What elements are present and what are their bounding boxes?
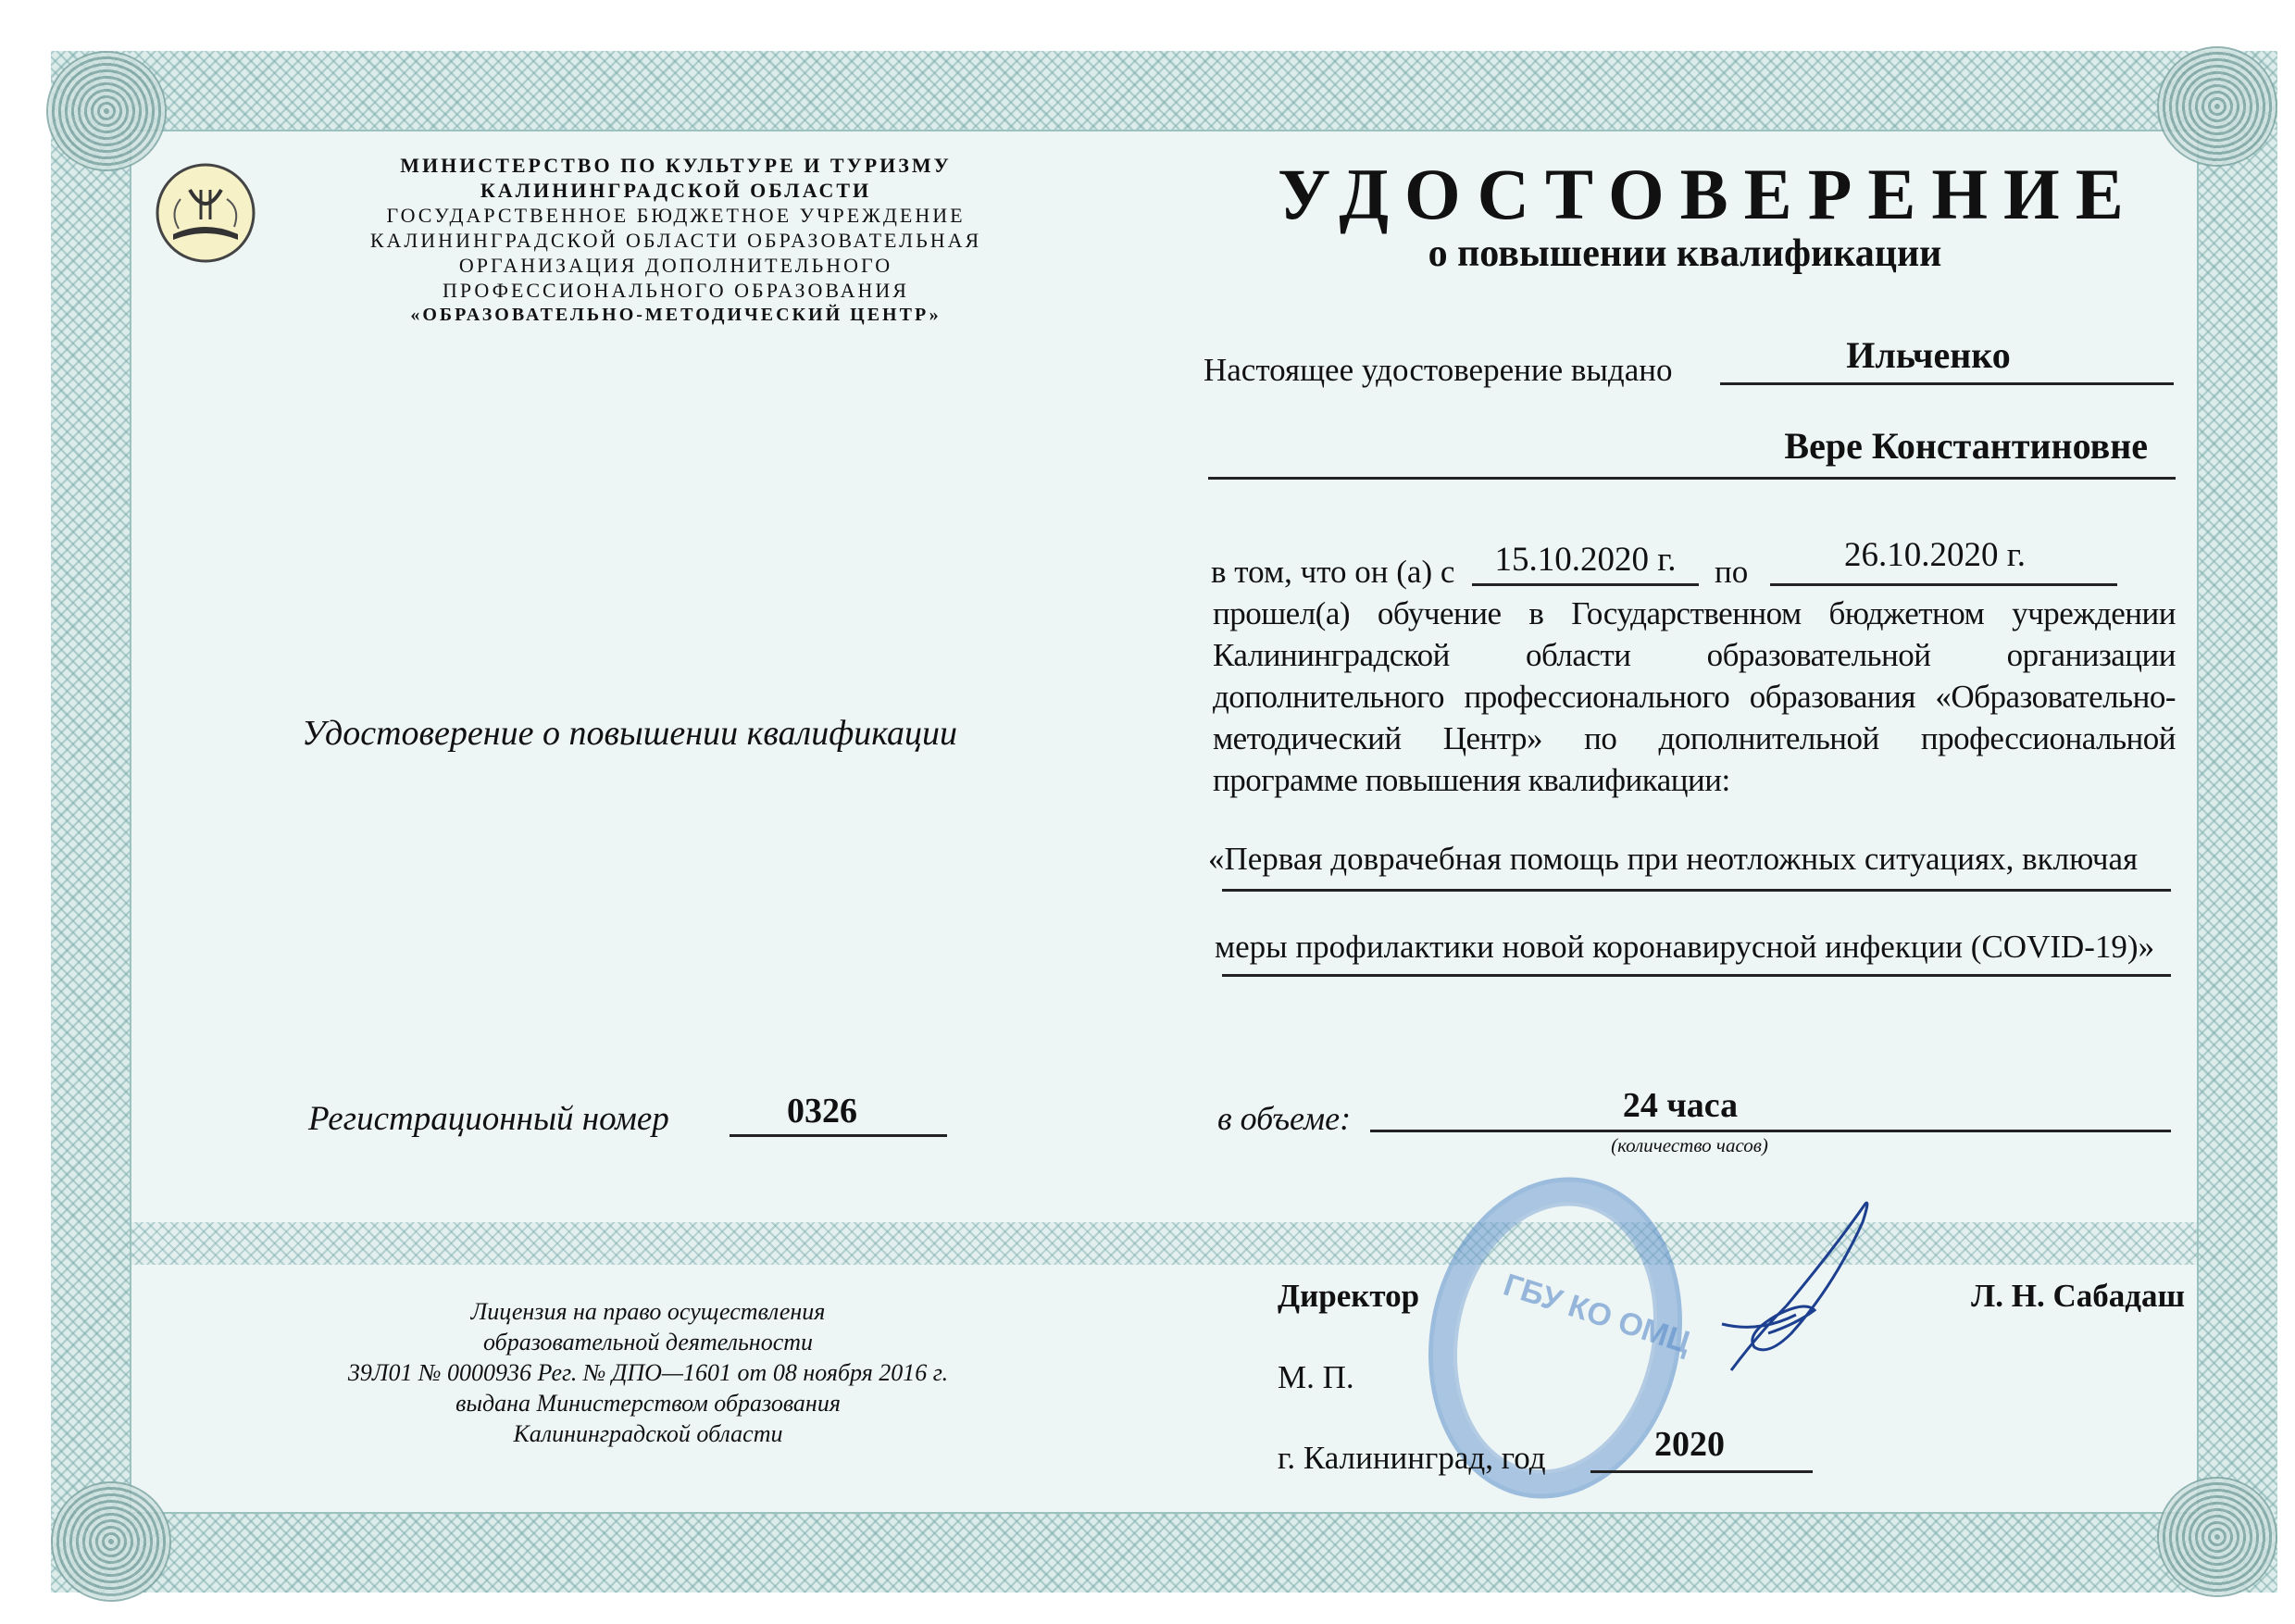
- license-line: 39Л01 № 0000936 Рег. № ДПО—1601 от 08 ноября 2016 г.: [347, 1359, 949, 1386]
- corner-rosette-top-left: [46, 51, 167, 171]
- corner-rosette-bottom-right: [2157, 1477, 2277, 1597]
- program-underline-2: [1222, 974, 2171, 977]
- seal-placeholder: М. П.: [1278, 1359, 1354, 1395]
- issued-label: Настоящее удостоверение выдано: [1204, 352, 1673, 388]
- org-line: ПРОФЕССИОНАЛЬНОГО ОБРАЗОВАНИЯ: [443, 279, 909, 302]
- document-subtitle: о повышении квалификации: [1428, 232, 1942, 275]
- director-name: Л. Н. Сабадаш: [1971, 1278, 2185, 1314]
- volume-value: 24 часа: [1622, 1086, 1739, 1125]
- document-caption: Удостоверение о повышении квалификации: [301, 714, 958, 753]
- director-label: Директор: [1278, 1278, 1420, 1314]
- organization-header: [306, 153, 1046, 328]
- corner-rosette-bottom-left: [51, 1481, 171, 1602]
- corner-rosette-top-right: [2157, 46, 2277, 167]
- year-underline: [1590, 1470, 1813, 1473]
- city-year-label: г. Калининград, год: [1278, 1440, 1546, 1476]
- institution-logo: [153, 162, 259, 264]
- registration-number: 0326: [787, 1092, 857, 1131]
- license-block: [278, 1296, 1018, 1449]
- date-from: 15.10.2020 г.: [1494, 541, 1677, 579]
- program-line-1: «Первая доврачебная помощь при неотложных ситуациях, включая: [1208, 841, 2139, 877]
- org-line: ОРГАНИЗАЦИЯ ДОПОЛНИТЕЛЬНОГО: [458, 254, 893, 277]
- date-to: 26.10.2020 г.: [1843, 536, 2026, 574]
- period-prefix: в том, что он (а) с: [1211, 554, 1455, 590]
- org-line: КАЛИНИНГРАДСКОЙ ОБЛАСТИ ОБРАЗОВАТЕЛЬНАЯ: [369, 229, 982, 252]
- body-paragraph: прошел(а) обучение в Государственном бюджетном учреждении Калининградской области образовательной организации дополнительного профессионального образования «Образовательно-методический Центр» по дополнительной профессиональной программе повышения квалификации:: [1213, 595, 2176, 798]
- org-line: ГОСУДАРСТВЕННОЕ БЮДЖЕТНОЕ УЧРЕЖДЕНИЕ: [386, 204, 966, 227]
- recipient-surname: Ильченко: [1846, 334, 2011, 376]
- date-from-underline: [1472, 583, 1699, 586]
- volume-hint: (количество часов): [1611, 1134, 1768, 1156]
- date-to-underline: [1770, 583, 2117, 586]
- license-line: Калининградской области: [513, 1420, 783, 1447]
- program-line-2: меры профилактики новой коронавирусной инфекции (COVID-19)»: [1215, 929, 2155, 965]
- license-line: выдана Министерством образования: [455, 1390, 841, 1417]
- org-line: КАЛИНИНГРАДСКОЙ ОБЛАСТИ: [480, 179, 872, 202]
- year-value: 2020: [1654, 1425, 1725, 1464]
- registration-underline: [730, 1134, 947, 1137]
- stamp-label: ГБУ КО ОМЦ: [1499, 1267, 1695, 1361]
- period-to-label: по: [1715, 554, 1749, 590]
- license-line: Лицензия на право осуществления: [470, 1298, 826, 1325]
- volume-underline: [1370, 1130, 2171, 1132]
- signature-scribble: [1703, 1194, 1879, 1389]
- program-underline-1: [1222, 889, 2171, 892]
- volume-label: в объеме:: [1217, 1100, 1352, 1137]
- org-line: «ОБРАЗОВАТЕЛЬНО-МЕТОДИЧЕСКИЙ ЦЕНТР»: [410, 305, 942, 325]
- recipient-name: Вере Константиновне: [1784, 425, 2148, 467]
- registration-label: Регистрационный номер: [308, 1100, 669, 1138]
- document-title: УДОСТОВЕРЕНИЕ: [1278, 154, 2139, 234]
- name-underline: [1208, 477, 2176, 480]
- license-line: образовательной деятельности: [482, 1329, 814, 1355]
- surname-underline: [1720, 382, 2174, 385]
- org-line: МИНИСТЕРСТВО ПО КУЛЬТУРЕ И ТУРИЗМУ: [400, 154, 952, 177]
